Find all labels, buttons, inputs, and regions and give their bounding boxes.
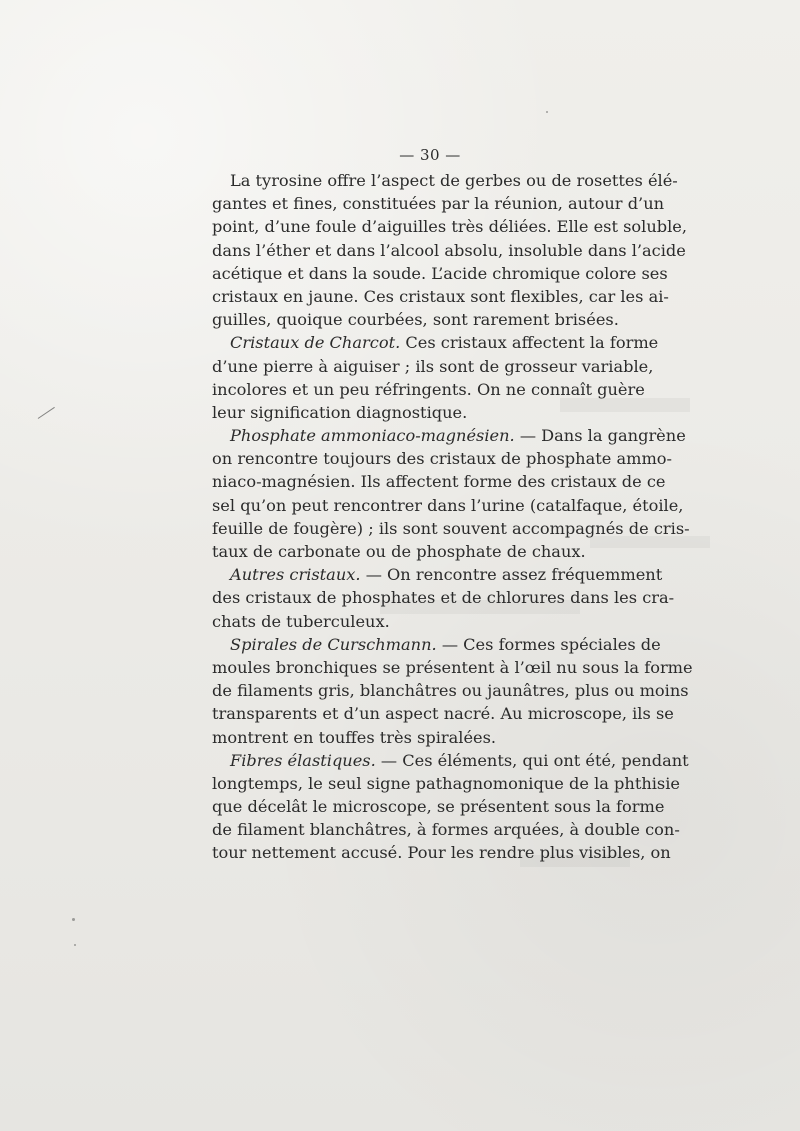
section-heading: Autres cristaux. xyxy=(230,565,361,585)
dust-speck xyxy=(546,111,548,113)
line-text: taux de carbonate ou de phosphate de chaux. xyxy=(212,542,586,561)
line-text: cristaux en jaune. Ces cristaux sont flexibles, car les ai- xyxy=(212,286,669,306)
line-text: point, d’une foule d’aiguilles très déliées. Elle est soluble, xyxy=(212,217,688,237)
paragraph xyxy=(212,563,675,633)
text-line xyxy=(212,215,688,238)
line-text: transparents et d’un aspect nacré. Au microscope, ils se xyxy=(212,704,674,724)
paragraph xyxy=(212,169,688,331)
section-heading: Phosphate ammoniaco-magnésien. xyxy=(230,426,515,446)
text-line xyxy=(212,401,640,424)
line-text: niaco-magnésien. Ils affectent forme des cristaux de ce xyxy=(212,472,666,492)
text-line xyxy=(212,610,640,633)
paragraph xyxy=(212,749,689,865)
text-line xyxy=(212,239,686,262)
line-text: gantes et fines, constituées par la réunion, autour d’un xyxy=(212,194,665,214)
paragraph xyxy=(212,331,659,424)
section-heading: Cristaux de Charcot. xyxy=(230,333,401,353)
text-line xyxy=(212,447,673,470)
text-line xyxy=(212,656,693,679)
line-text: chats de tuberculeux. xyxy=(212,611,390,631)
line-text: moules bronchiques se présentent à l’œil nu sous la forme xyxy=(212,657,693,677)
margin-mark xyxy=(38,407,55,419)
text-line xyxy=(212,818,680,841)
text-line xyxy=(212,285,669,308)
text-line xyxy=(212,633,661,656)
text-line xyxy=(212,494,684,517)
paragraph xyxy=(212,633,693,749)
text-line xyxy=(212,424,686,447)
text-line xyxy=(212,702,674,725)
text-line xyxy=(212,841,671,864)
line-text: d’une pierre à aiguiser ; ils sont de grosseur variable, xyxy=(212,356,654,376)
text-line xyxy=(212,749,689,772)
line-text: La tyrosine offre l’aspect de gerbes ou de rosettes élé- xyxy=(230,171,678,190)
line-text: — On rencontre assez fréquemment xyxy=(360,565,663,585)
line-text: tour nettement accusé. Pour les rendre plus visibles, on xyxy=(212,843,671,863)
text-line xyxy=(212,308,640,331)
page-number: — 30 — xyxy=(399,146,461,164)
text-line xyxy=(212,795,665,818)
line-text: — Ces formes spéciales de xyxy=(436,634,661,654)
line-text: — Dans la gangrène xyxy=(514,426,686,446)
line-text: on rencontre toujours des cristaux de phosphate ammo- xyxy=(212,449,673,469)
text-line xyxy=(212,679,689,702)
dust-speck xyxy=(74,944,76,946)
line-text: de filament blanchâtres, à formes arquées, à double con- xyxy=(212,820,680,840)
line-text: de filaments gris, blanchâtres ou jaunâtres, plus ou moins xyxy=(212,681,689,701)
paragraph xyxy=(212,424,690,563)
text-line xyxy=(212,192,665,215)
text-line xyxy=(212,355,654,378)
line-text: feuille de fougère) ; ils sont souvent accompagnés de cris- xyxy=(212,518,690,538)
line-text: leur signification diagnostique. xyxy=(212,402,468,422)
text-line xyxy=(212,772,680,795)
text-line xyxy=(212,262,668,285)
line-text: montrent en touffes très spiralées. xyxy=(212,727,497,747)
line-text: incolores et un peu réfringents. On ne connaît guère xyxy=(212,379,645,399)
line-text: longtemps, le seul signe pathagnomonique de la phthisie xyxy=(212,773,680,793)
text-line xyxy=(212,726,640,749)
section-heading: Fibres élastiques. xyxy=(230,750,376,770)
dust-speck xyxy=(72,918,75,921)
text-line xyxy=(212,540,640,563)
text-line xyxy=(212,378,645,401)
line-text: sel qu’on peut rencontrer dans l’urine (catalfaque, étoile, xyxy=(212,495,684,515)
line-text: des cristaux de phosphates et de chlorures dans les cra- xyxy=(212,588,675,608)
section-heading: Spirales de Curschmann. xyxy=(230,634,437,654)
body-text xyxy=(212,169,693,865)
text-line xyxy=(212,563,663,586)
text-line xyxy=(212,331,659,354)
line-text: dans l’éther et dans l’alcool absolu, insoluble dans l’acide xyxy=(212,240,686,260)
line-text: guilles, quoique courbées, sont rarement brisées. xyxy=(212,310,619,330)
text-line xyxy=(212,586,675,609)
text-line xyxy=(212,517,690,540)
line-text: Ces cristaux affectent la forme xyxy=(400,333,659,353)
text-line xyxy=(212,169,678,192)
line-text: que décelât le microscope, se présentent sous la forme xyxy=(212,797,665,817)
line-text: acétique et dans la soude. L’acide chromique colore ses xyxy=(212,263,668,283)
line-text: — Ces éléments, qui ont été, pendant xyxy=(375,750,689,770)
text-line xyxy=(212,470,666,493)
